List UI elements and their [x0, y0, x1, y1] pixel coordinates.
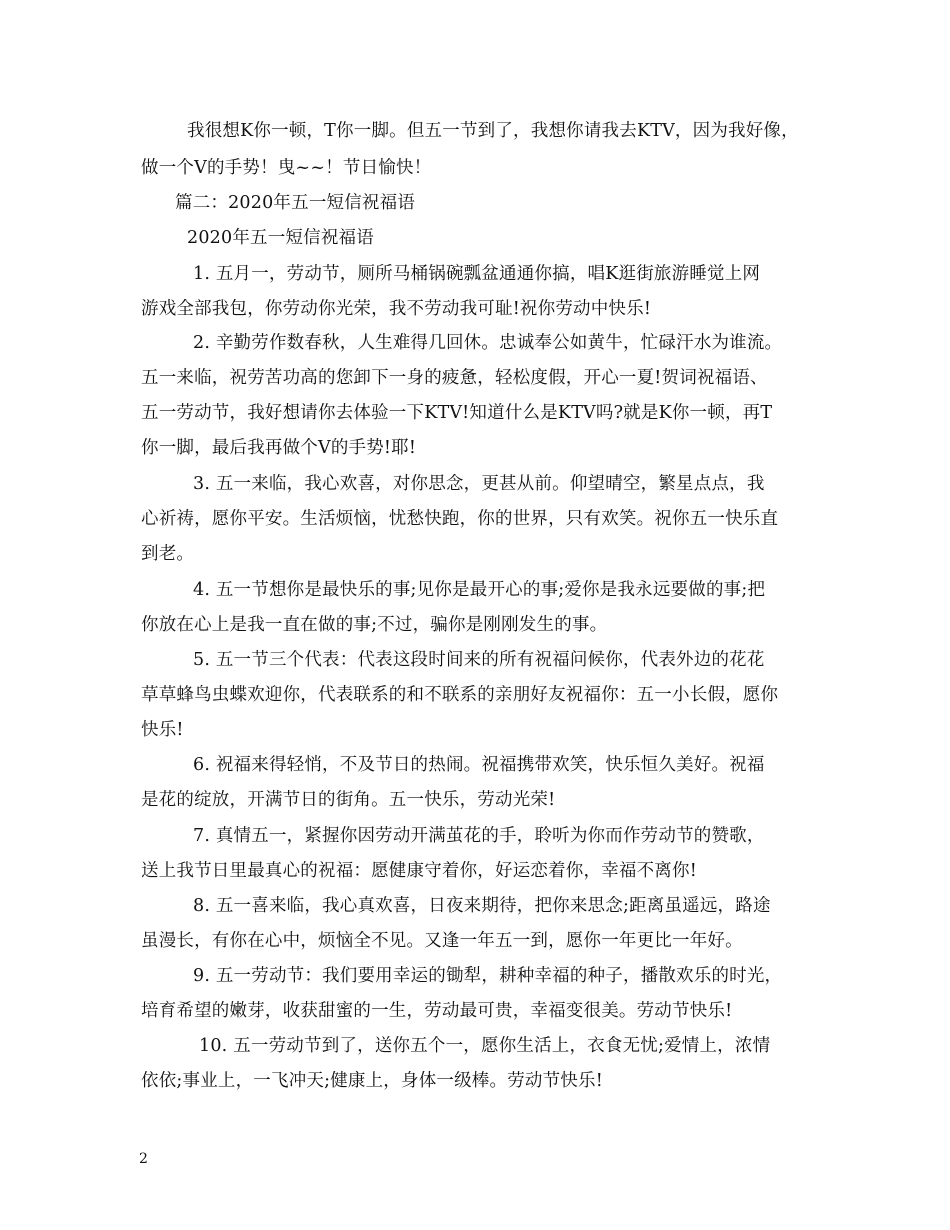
text-line: 五一来临，祝劳苦功高的您卸下一身的疲惫，轻松度假，开心一夏!贺词祝福语、	[141, 368, 768, 388]
text-line: 依依;事业上，一飞冲天;健康上，身体一级棒。劳动节快乐!	[141, 1071, 603, 1091]
text-line: 草草蜂鸟虫蝶欢迎你，代表联系的和不联系的亲朋好友祝福你：五一小长假，愿你	[141, 685, 779, 705]
text-line: 1. 五月一，劳动节，厕所马桶锅碗瓢盆通通你搞，唱K逛街旅游睡觉上网	[193, 264, 761, 284]
text-line: 4. 五一节想你是最快乐的事;见你是最开心的事;爱你是我永远要做的事;把	[193, 580, 766, 600]
text-line: 我很想K你一顿，T你一脚。但五一节到了，我想你请我去KTV，因为我好像，	[187, 121, 799, 141]
text-line: 5. 五一节三个代表：代表这段时间来的所有祝福问候你，代表外边的花花	[193, 650, 765, 670]
text-line: 培育希望的嫩芽，收获甜蜜的一生，劳动最可贵，幸福变很美。劳动节快乐!	[141, 1001, 733, 1021]
text-line: 到老。	[141, 544, 195, 564]
page-number: 2	[139, 1151, 148, 1167]
text-line: 你放在心上是我一直在做的事;不过，骗你是刚刚发生的事。	[141, 615, 608, 635]
text-line: 3. 五一来临，我心欢喜，对你思念，更甚从前。仰望晴空，繁星点点，我	[193, 474, 765, 494]
text-line: 2020年五一短信祝福语	[187, 228, 374, 248]
text-line: 7. 真情五一，紧握你因劳动开满茧花的手，聆听为你而作劳动节的赞歌，	[193, 826, 765, 846]
text-line: 做一个V的手势！曳~~！节日愉快！	[141, 158, 432, 178]
text-line: 虽漫长，有你在心中，烦恼全不见。又逢一年五一到，愿你一年更比一年好。	[141, 931, 743, 951]
text-line: 送上我节日里最真心的祝福：愿健康守着你，好运恋着你，幸福不离你!	[141, 861, 697, 881]
text-line: 9. 五一劳动节：我们要用幸运的锄犁，耕种幸福的种子，播散欢乐的时光，	[193, 966, 783, 986]
text-line: 8. 五一喜来临，我心真欢喜，日夜来期待，把你来思念;距离虽遥远，路途	[193, 896, 771, 916]
text-line: 2. 辛勤劳作数春秋，人生难得几回休。忠诚奉公如黄牛，忙碌汗水为谁流。	[193, 333, 783, 353]
text-line: 10. 五一劳动节到了，送你五个一，愿你生活上，衣食无忧;爱情上，浓情	[199, 1036, 771, 1056]
text-line: 6. 祝福来得轻悄，不及节日的热闹。祝福携带欢笑，快乐恒久美好。祝福	[193, 755, 765, 775]
text-line: 你一脚，最后我再做个V的手势!耶!	[141, 438, 417, 458]
text-line: 快乐!	[141, 720, 184, 740]
text-line: 篇二：2020年五一短信祝福语	[175, 193, 416, 213]
text-line: 五一劳动节，我好想请你去体验一下KTV!知道什么是KTV吗?就是K你一顿，再T	[141, 403, 773, 423]
text-line: 游戏全部我包，你劳动你光荣，我不劳动我可耻!祝你劳动中快乐!	[141, 299, 652, 319]
text-line: 心祈祷，愿你平安。生活烦恼，忧愁快跑，你的世界，只有欢笑。祝你五一快乐直	[141, 509, 779, 529]
text-line: 是花的绽放，开满节日的街角。五一快乐，劳动光荣!	[141, 790, 556, 810]
